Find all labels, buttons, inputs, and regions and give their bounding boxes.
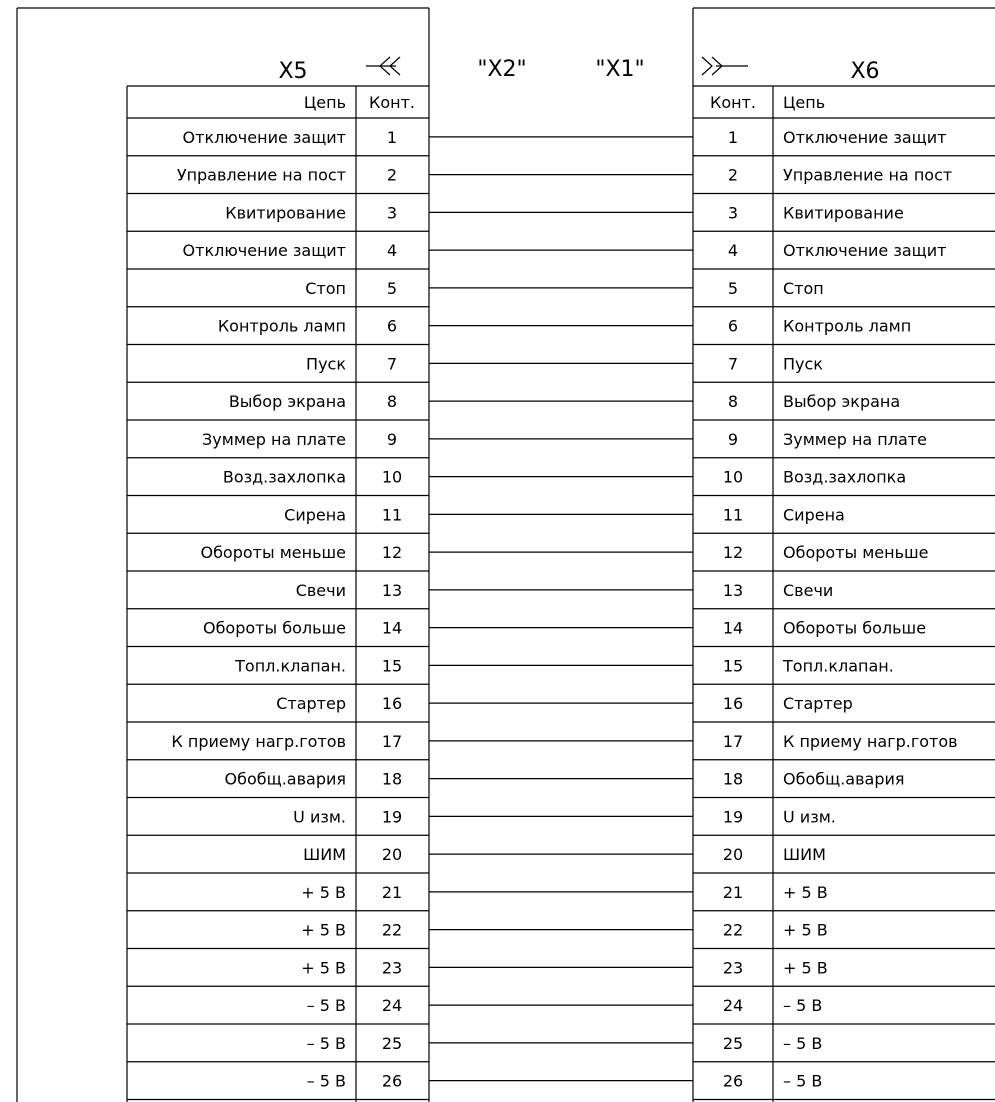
wire-row	[127, 241, 995, 269]
right-contact-number: 14	[722, 618, 744, 638]
right-contact-number: 6	[727, 316, 739, 336]
wire-row	[127, 392, 995, 420]
wire-row	[127, 581, 995, 609]
wire-row	[127, 883, 995, 911]
right-circuit-label: – 5 В	[783, 1071, 823, 1091]
wire-row	[127, 354, 995, 382]
left-connector-label: X5	[278, 59, 308, 84]
left-contact-number: 22	[381, 920, 403, 940]
left-circuit-label: Квитирование	[225, 203, 346, 223]
wire-row	[127, 430, 995, 458]
right-circuit-label: – 5 В	[783, 1033, 823, 1053]
wire-row	[127, 543, 995, 571]
right-contact-number: 12	[722, 543, 744, 563]
left-contact-number: 1	[386, 127, 398, 147]
right-contact-number: 3	[727, 203, 739, 223]
left-circuit-label: Обороты меньше	[200, 543, 346, 563]
wire-row	[127, 996, 995, 1024]
right-contact-number: 23	[722, 958, 744, 978]
right-contact-number: 22	[722, 920, 744, 940]
right-circuit-label: Обобщ.авария	[783, 769, 905, 789]
left-circuit-label: Стоп	[305, 278, 346, 298]
left-contact-number: 19	[381, 807, 403, 827]
right-circuit-label: Стартер	[783, 694, 853, 714]
left-contact-number: 4	[386, 241, 398, 261]
left-circuit-label: – 5 В	[306, 1033, 346, 1053]
left-circuit-label: Выбор экрана	[228, 392, 346, 412]
cable-label-x1: "X1"	[595, 57, 645, 82]
left-circuit-label: U изм.	[293, 807, 346, 827]
left-circuit-label: Обобщ.авария	[224, 769, 346, 789]
left-contact-number: 2	[386, 165, 398, 185]
left-circuit-label: Контроль ламп	[217, 316, 346, 336]
right-col-contact-header: Конт.	[709, 93, 757, 112]
wire-row	[127, 505, 995, 533]
wire-row	[127, 128, 995, 156]
right-contact-number: 1	[727, 127, 739, 147]
right-contact-number: 25	[722, 1033, 744, 1053]
wire-row	[127, 807, 995, 835]
left-circuit-label: Отключение защит	[182, 241, 346, 261]
right-contact-number: 15	[722, 656, 744, 676]
left-circuit-label: Обороты больше	[202, 618, 346, 638]
wire-row	[127, 845, 995, 873]
left-circuit-label: Пуск	[306, 354, 346, 374]
right-contact-number: 26	[722, 1071, 744, 1091]
right-contact-number: 2	[727, 165, 739, 185]
wire-row	[127, 279, 995, 307]
left-contact-number: 15	[381, 656, 403, 676]
left-contact-number: 14	[381, 618, 403, 638]
right-circuit-label: Обороты меньше	[783, 543, 929, 563]
right-circuit-label: – 5 В	[783, 996, 823, 1016]
left-contact-number: 11	[381, 505, 403, 525]
left-contact-number: 3	[386, 203, 398, 223]
right-contact-number: 21	[722, 882, 744, 902]
wire-row	[127, 203, 995, 231]
right-contact-number: 7	[727, 354, 739, 374]
rows-group	[127, 128, 995, 1100]
right-contact-number: 13	[722, 580, 744, 600]
right-contact-number: 8	[727, 392, 739, 412]
right-circuit-label: Квитирование	[783, 203, 904, 223]
wire-row	[127, 619, 995, 647]
right-circuit-label: Стоп	[783, 278, 824, 298]
left-contact-number: 10	[381, 467, 403, 487]
wire-row	[127, 317, 995, 345]
right-circuit-label: Отключение защит	[783, 127, 947, 147]
left-contact-number: 6	[386, 316, 398, 336]
left-circuit-label: ШИМ	[303, 845, 346, 865]
left-circuit-label: Управление на пост	[176, 165, 346, 185]
left-contact-number: 16	[381, 694, 403, 714]
left-contact-number: 9	[386, 429, 398, 449]
left-contact-number: 5	[386, 278, 398, 298]
right-circuit-label: Выбор экрана	[783, 392, 901, 412]
left-contact-number: 17	[381, 731, 403, 751]
left-contact-number: 23	[381, 958, 403, 978]
right-circuit-label: Сирена	[783, 505, 845, 525]
right-contact-number: 10	[722, 467, 744, 487]
left-contact-number: 25	[381, 1033, 403, 1053]
right-circuit-label: Пуск	[783, 354, 823, 374]
left-col-contact-header: Конт.	[368, 93, 416, 112]
wire-row	[127, 958, 995, 986]
wire-row	[127, 656, 995, 684]
wire-row	[127, 770, 995, 798]
right-col-circuit-header: Цепь	[783, 93, 826, 112]
left-contact-number: 12	[381, 543, 403, 563]
wire-row	[127, 694, 995, 722]
right-contact-number: 20	[722, 845, 744, 865]
left-circuit-label: Возд.захлопка	[222, 467, 346, 487]
left-circuit-label: Сирена	[284, 505, 346, 525]
wire-row	[127, 921, 995, 949]
right-contact-number: 9	[727, 429, 739, 449]
right-circuit-label: Зуммер на плате	[783, 429, 927, 449]
right-circuit-label: Обороты больше	[783, 618, 927, 638]
right-connector-label: X6	[850, 59, 880, 84]
right-contact-number: 4	[727, 241, 739, 261]
left-circuit-label: + 5 В	[301, 958, 346, 978]
wire-row	[127, 1072, 995, 1100]
left-contact-number: 20	[381, 845, 403, 865]
right-contact-number: 19	[722, 807, 744, 827]
left-contact-number: 21	[381, 882, 403, 902]
right-contact-number: 16	[722, 694, 744, 714]
right-circuit-label: ШИМ	[783, 845, 826, 865]
right-circuit-label: Возд.захлопка	[783, 467, 907, 487]
right-circuit-label: + 5 В	[783, 958, 828, 978]
left-circuit-label: Топл.клапан.	[235, 656, 346, 676]
left-contact-number: 8	[386, 392, 398, 412]
right-contact-number: 18	[722, 769, 744, 789]
wire-row	[127, 732, 995, 760]
left-circuit-label: К приему нагр.готов	[171, 731, 346, 751]
right-circuit-label: Свечи	[783, 580, 834, 600]
left-col-circuit-header: Цепь	[303, 93, 346, 112]
wire-row	[127, 1034, 995, 1062]
left-contact-number: 26	[381, 1071, 403, 1091]
right-connector-arrow-icon	[702, 57, 748, 75]
right-contact-number: 5	[727, 278, 739, 298]
wire-row	[127, 468, 995, 496]
left-connector-arrow-icon	[366, 57, 400, 75]
left-circuit-label: + 5 В	[301, 920, 346, 940]
cable-label-x2: "X2"	[477, 57, 527, 82]
left-circuit-label: Стартер	[276, 694, 346, 714]
right-circuit-label: Контроль ламп	[783, 316, 912, 336]
right-circuit-label: + 5 В	[783, 920, 828, 940]
right-circuit-label: К приему нагр.готов	[783, 731, 958, 751]
right-contact-number: 24	[722, 996, 744, 1016]
left-circuit-label: Зуммер на плате	[202, 429, 346, 449]
left-contact-number: 13	[381, 580, 403, 600]
left-contact-number: 7	[386, 354, 398, 374]
right-circuit-label: Топл.клапан.	[783, 656, 894, 676]
right-contact-number: 11	[722, 505, 744, 525]
right-circuit-label: U изм.	[783, 807, 836, 827]
left-circuit-label: – 5 В	[306, 1071, 346, 1091]
right-circuit-label: Отключение защит	[783, 241, 947, 261]
left-circuit-label: – 5 В	[306, 996, 346, 1016]
right-circuit-label: + 5 В	[783, 882, 828, 902]
left-contact-number: 24	[381, 996, 403, 1016]
right-circuit-label: Управление на пост	[783, 165, 953, 185]
left-circuit-label: Отключение защит	[182, 127, 346, 147]
wire-row	[127, 166, 995, 194]
left-contact-number: 18	[381, 769, 403, 789]
left-circuit-label: + 5 В	[301, 882, 346, 902]
right-contact-number: 17	[722, 731, 744, 751]
left-circuit-label: Свечи	[295, 580, 346, 600]
